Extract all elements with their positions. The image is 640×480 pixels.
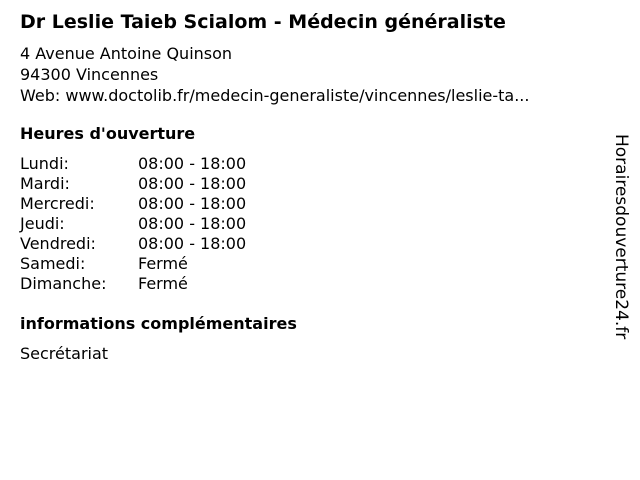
additional-info-heading: informations complémentaires [20, 314, 297, 333]
additional-info-text: Secrétariat [20, 344, 109, 363]
address-street: 4 Avenue Antoine Quinson [20, 44, 233, 63]
address-city: 94300 Vincennes [20, 65, 159, 84]
site-watermark: Horairesdouverture24.fr [611, 134, 631, 340]
hours-day-label: Mardi: [20, 174, 70, 193]
hours-row-sunday [20, 274, 246, 294]
hours-row-saturday [20, 254, 246, 274]
hours-day-label: Dimanche: [20, 274, 107, 293]
hours-row-tuesday [20, 174, 246, 194]
website-link-text[interactable]: Web: www.doctolib.fr/medecin-generaliste/vincennes/leslie-ta... [20, 86, 530, 105]
hours-time-value: 08:00 - 18:00 [138, 154, 247, 173]
opening-hours-heading: Heures d'ouverture [20, 124, 196, 143]
hours-time-value: 08:00 - 18:00 [138, 174, 247, 193]
hours-day-label: Vendredi: [20, 234, 96, 253]
hours-row-monday [20, 154, 246, 174]
hours-day-label: Jeudi: [20, 214, 65, 233]
hours-row-wednesday [20, 194, 246, 214]
address-block [20, 43, 529, 106]
page-title: Dr Leslie Taieb Scialom - Médecin généraliste [20, 11, 506, 33]
opening-hours-table [20, 154, 246, 294]
hours-row-friday [20, 234, 246, 254]
hours-time-value: Fermé [138, 254, 188, 273]
hours-day-label: Lundi: [20, 154, 69, 173]
hours-day-label: Samedi: [20, 254, 86, 273]
hours-day-label: Mercredi: [20, 194, 95, 213]
hours-time-value: 08:00 - 18:00 [138, 194, 247, 213]
hours-row-thursday [20, 214, 246, 234]
website-link[interactable] [20, 85, 529, 106]
hours-time-value: 08:00 - 18:00 [138, 234, 247, 253]
hours-time-value: Fermé [138, 274, 188, 293]
hours-time-value: 08:00 - 18:00 [138, 214, 247, 233]
